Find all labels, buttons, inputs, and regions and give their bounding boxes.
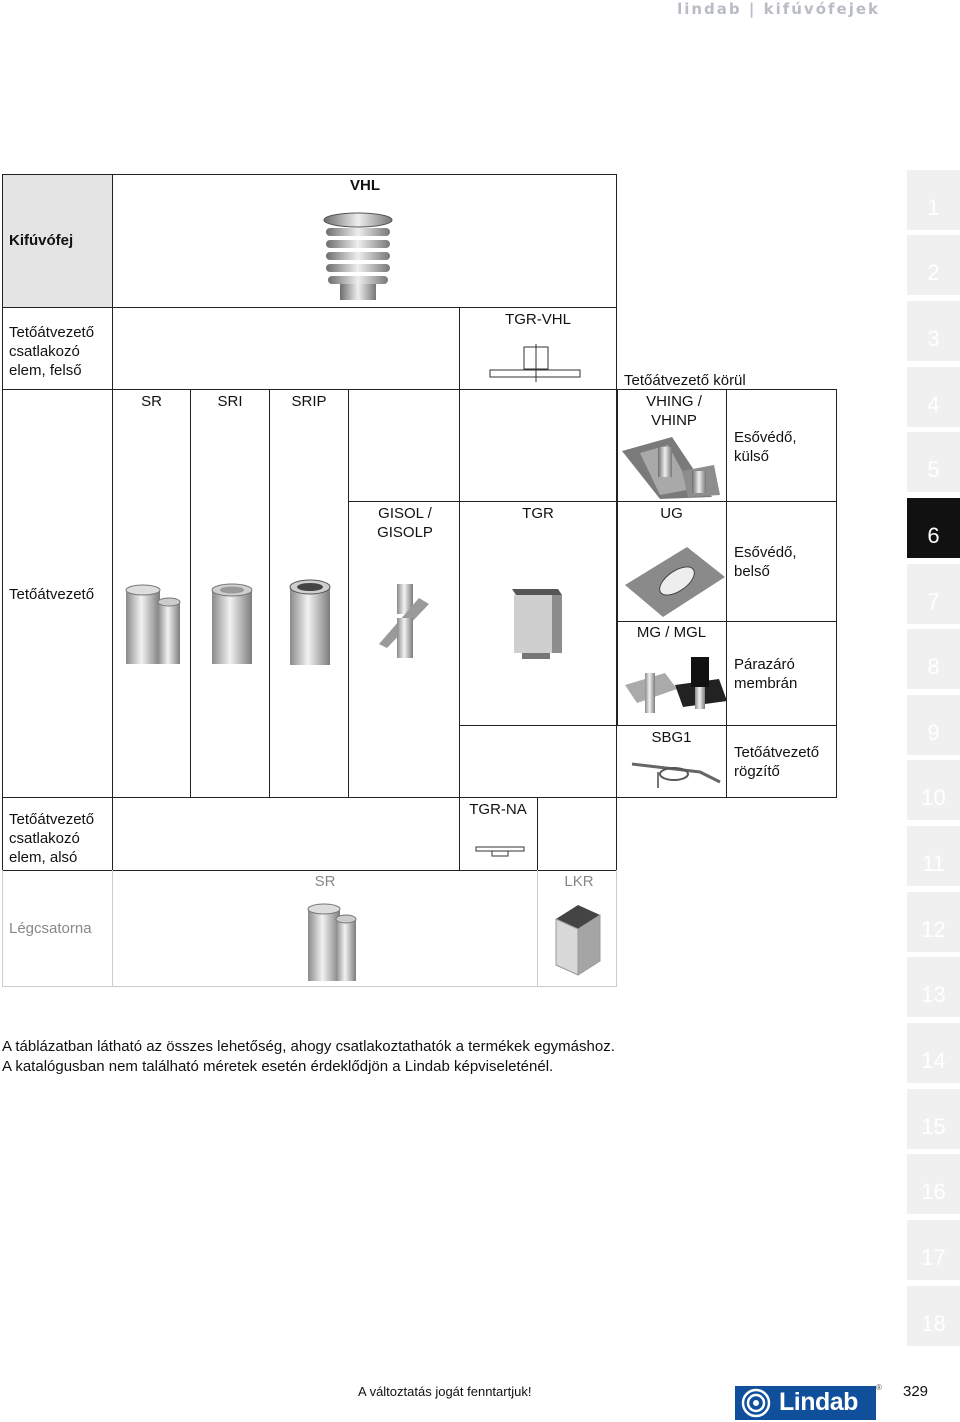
sr-spiral-duct-image xyxy=(124,584,182,664)
label-sr: SR xyxy=(141,393,162,410)
tab-7[interactable]: 7 xyxy=(907,564,960,624)
row-label-tetoatvezeto: Tetőátvezető xyxy=(9,586,95,603)
tab-5[interactable]: 5 xyxy=(907,432,960,492)
sr-bottom-duct-image xyxy=(306,903,358,981)
mg-flashing-image xyxy=(623,655,733,717)
label-gisol: GISOL / GISOLP xyxy=(377,505,433,541)
header-brand: lindab xyxy=(677,0,742,18)
registered-mark: ® xyxy=(876,1383,882,1392)
label-sri: SRI xyxy=(217,393,243,410)
page-header xyxy=(677,0,880,18)
label-tgr: TGR xyxy=(522,505,554,522)
tab-12[interactable]: 12 xyxy=(907,892,960,952)
tab-15[interactable]: 15 xyxy=(907,1089,960,1149)
note-line-2: A katalógusban nem található méretek esetén érdeklődjön a Lindab képviseleténél. xyxy=(2,1058,554,1075)
tgr-na-drawing xyxy=(476,845,526,859)
vhl-roof-cowl-image xyxy=(318,212,398,302)
header-section: kifúvófejek xyxy=(763,0,880,18)
tgr-roof-penetration-image xyxy=(508,583,564,661)
table-note xyxy=(2,1037,615,1077)
label-tgr-vhl: TGR-VHL xyxy=(505,311,571,328)
row-label-kifuvofej: Kifúvófej xyxy=(9,232,74,249)
logo-wordmark: Lindab xyxy=(779,1388,858,1416)
tab-1[interactable]: 1 xyxy=(907,170,960,230)
tgr-vhl-drawing xyxy=(490,344,582,384)
ug-flashing-image xyxy=(625,547,725,619)
tab-2[interactable]: 2 xyxy=(907,235,960,295)
note-line-1: A táblázatban látható az összes lehetőség, ahogy csatlakoztathatók a termékek egymáshoz. xyxy=(2,1038,615,1055)
label-ug: UG xyxy=(660,505,683,522)
tab-14[interactable]: 14 xyxy=(907,1023,960,1083)
label-mg: MG / MGL xyxy=(636,624,707,641)
vhing-flashing-image xyxy=(622,437,722,499)
tab-4[interactable]: 4 xyxy=(907,367,960,427)
sri-insulated-duct-image xyxy=(208,582,256,664)
label-tgr-na: TGR-NA xyxy=(469,801,527,818)
tab-16[interactable]: 16 xyxy=(907,1154,960,1214)
tab-8[interactable]: 8 xyxy=(907,629,960,689)
lkr-box-image xyxy=(554,903,602,977)
label-rogzito: Tetőátvezető rögzítő xyxy=(734,744,820,780)
tab-9[interactable]: 9 xyxy=(907,695,960,755)
label-esovedo-belso: Esővédő, belső xyxy=(734,544,797,580)
label-esovedo-kulso: Esővédő, külső xyxy=(734,429,797,465)
label-srip: SRIP xyxy=(291,393,327,410)
label-sbg1: SBG1 xyxy=(651,729,692,746)
lindab-logo xyxy=(735,1386,876,1420)
footer-disclaimer: A változtatás jogát fenntartjuk! xyxy=(358,1384,532,1399)
label-lkr: LKR xyxy=(564,873,594,890)
row-label-legcsatorna: Légcsatorna xyxy=(9,920,92,937)
label-tetoatvezeto-korul: Tetőátvezető körül xyxy=(624,372,746,389)
tab-11[interactable]: 11 xyxy=(907,826,960,886)
srip-insulated-duct-image xyxy=(286,577,334,665)
label-vhing: VHING / VHINP xyxy=(646,393,702,429)
page-number: 329 xyxy=(903,1383,929,1400)
col-label-vhl: VHL xyxy=(350,177,380,194)
row-label-csatlakozo-also: Tetőátvezető csatlakozó elem, alsó xyxy=(9,811,95,866)
label-parazaro: Párazáró membrán xyxy=(734,656,798,692)
tab-6-active[interactable]: 6 xyxy=(907,498,960,558)
sbg1-bracket-image xyxy=(630,758,725,790)
tab-17[interactable]: 17 xyxy=(907,1220,960,1280)
tab-13[interactable]: 13 xyxy=(907,957,960,1017)
label-sr-bottom: SR xyxy=(314,873,336,890)
gisol-flashing-image xyxy=(375,582,435,660)
header-separator: | xyxy=(748,0,757,18)
tab-3[interactable]: 3 xyxy=(907,301,960,361)
tab-10[interactable]: 10 xyxy=(907,760,960,820)
lindab-emblem-icon xyxy=(739,1388,773,1418)
tab-18[interactable]: 18 xyxy=(907,1286,960,1346)
row-label-csatlakozo-felso: Tetőátvezető csatlakozó elem, felső xyxy=(9,324,95,379)
